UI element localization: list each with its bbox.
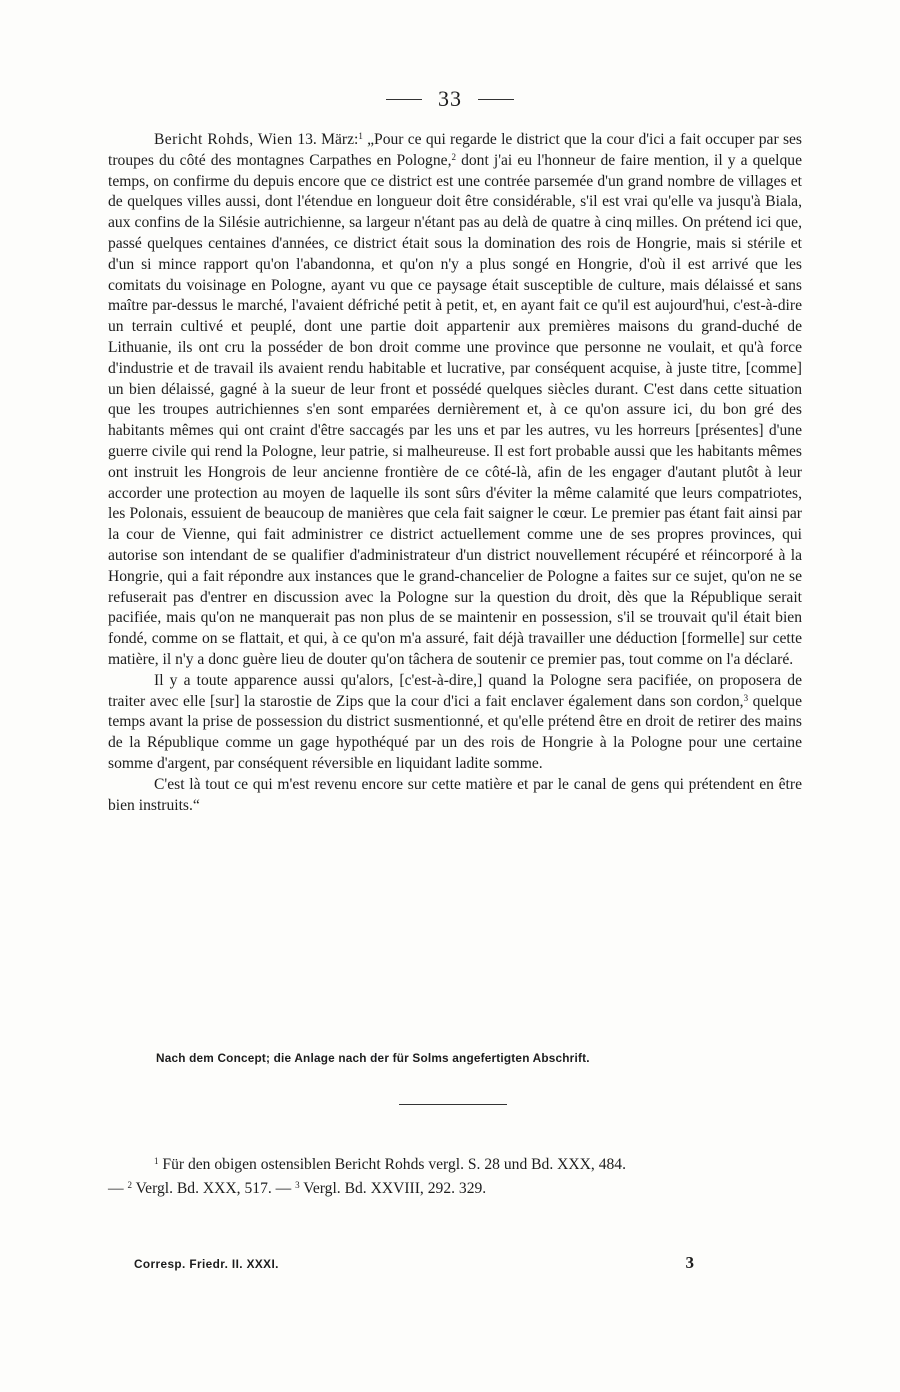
paragraph-2-text-b: quelque temps avant la prise de possession du district susmentionné, et qu'elle prétend être en droit de retirer des mains de la République comme un gage hypothéqué par un des rois de Hongrie à la Pologne pour une certaine somme d'argent, par conséquent réversible en liquidant ladite somme. xyxy=(108,692,803,772)
signature-mark: Corresp. Friedr. II. XXXI. xyxy=(134,1257,279,1271)
page-number: 33 xyxy=(438,86,462,111)
sheet-number: 3 xyxy=(685,1253,694,1272)
header-rule-right xyxy=(478,99,514,100)
footnote-ref-3: 3 xyxy=(743,692,749,703)
page-header xyxy=(0,86,900,112)
paragraph-1-text-b: dont j'ai eu l'honneur de faire mention, il y a quelque temps, on confirme du depuis encore que ce district est une contrée parsemée d'un grand nombre de villages et de quelques villes aussi, dont l'étendue en longueur doit être considérable, s'il est vrai qu'elle va jusqu'à Biala, aux confins de la Silésie autrichienne, sa largeur n'étant pas au delà de quatre à cinq milles. On prétend ici que, passé quelques centaines d'années, ce district était sous la domination des rois de Hongrie, mais si stérile et d'un si mince rapport qu'on l'abandonna, et qu'on n'y a plus songé en Hongrie, d'où il est arrivé que les comitats du voisinage en Pologne, ayant vu que ce paysage était susceptible de culture, mais délaissé et sans maître par-dessus le marché, l'avaient défriché petit à petit, et, en ayant fait ce qu'il est aujourd'hui, c'est-à-dire un terrain cultivé et peuplé, dont une partie doit appartenir aux premières maisons du grand-duché de Lithuanie, ils ont cru la posséder de bon droit comme une province que personne ne voulait, et qu'à force d'industrie et de travail ils avaient rendu habitable et lucrative, par conséquent acquise, à juste titre, [comme] un bien délaissé, gagné à la sueur de leur front et possédé quelques siècles durant. C'est dans cette situation que les troupes autrichiennes s'en sont emparées dernièrement et, à ce qu'on assure ici, du bon gré des habitants mêmes qui ont craint d'être saccagés par les uns et par les autres, vu les horreurs [présentes] d'une guerre civile qui rend la Pologne, leur patrie, si malheureuse. Il est fort probable aussi que les habitants mêmes ont instruit les Hongrois de leur ancienne frontière de ce côté-là, afin de les engager d'autant plutôt à leur accorder une protection au moyen de laquelle ils sont sûrs d'éviter la même calamité que leurs compatriotes, les Polonais, essuient de beaucoup de manières que cela fait saigner le cœur. Le premier pas étant fait ainsi par la cour de Vienne, qui fait administrer ce district actuellement comme une de ses propres provinces, qui autorise son intendant de se qualifier d'administrateur d'un district nouvellement récupéré et réincorporé à la Hongrie, qui a fait répondre aux instances que le grand-chancelier de Pologne a faites sur ce sujet, qu'on ne se refuserait pas d'entrer en discussion avec la Pologne sur la question du droit, dès que la République serait pacifiée, mais qu'on ne manquerait pas non plus de se maintenir en possession, s'il se trouvait qu'il était bien fondé, comme on se flattait, et qui, à ce qu'on m'a assuré, fait déjà travailler une déduction [formelle] sur cette matière, il n'y a donc guère lieu de douter qu'on tâchera de soutenir ce premier pas, tout comme on l'a déclaré. xyxy=(108,151,802,668)
paragraph-3-text: C'est là tout ce qui m'est revenu encore sur cette matière et par le canal de gens qui prétendent en être bien instruits.“ xyxy=(108,775,802,814)
footnote-line-2 xyxy=(108,1177,802,1201)
paragraph-1-text-a: „Pour ce qui regarde le district que la cour d'ici a fait occuper par ses troupes du côté des montagnes Carpathes en Pologne, xyxy=(108,131,802,169)
footnotes xyxy=(108,1153,802,1201)
report-intro: Bericht Rohds, Wien xyxy=(154,131,298,148)
footnote-ref-2: 2 xyxy=(451,151,456,162)
footnote-1-mark: 1 xyxy=(154,1156,159,1166)
footnote-separator xyxy=(399,1104,507,1105)
page-footer xyxy=(134,1253,694,1273)
paragraph-2 xyxy=(108,671,802,775)
footnote-ref-1: 1 xyxy=(358,131,363,141)
footnote-3-text: Vergl. Bd. XXVIII, 292. 329. xyxy=(299,1180,487,1197)
footnote-1-text: Für den obigen ostensiblen Bericht Rohds vergl. S. 28 und Bd. XXX, 484. xyxy=(158,1156,627,1173)
footnote-dash: — xyxy=(108,1180,128,1197)
footnote-3-mark: 3 xyxy=(295,1180,300,1190)
paragraph-1 xyxy=(108,130,802,671)
footnote-1 xyxy=(108,1153,802,1177)
source-note: Nach dem Concept; die Anlage nach der für Solms angefertigten Abschrift. xyxy=(156,1051,590,1065)
footnote-2-text: Vergl. Bd. XXX, 517. — xyxy=(132,1180,296,1197)
main-text xyxy=(108,130,802,816)
header-rule-left xyxy=(386,99,422,100)
paragraph-3 xyxy=(108,775,802,817)
report-date: 13. März: xyxy=(297,131,359,148)
footnote-2-mark: 2 xyxy=(127,1180,132,1190)
paragraph-2-text-a: Il y a toute apparence aussi qu'alors, [c'est-à-dire,] quand la Pologne sera pacifiée, on proposera de traiter avec elle [sur] la starostie de Zips que la cour d'ici a fait enclaver également dans son cordon, xyxy=(108,671,802,710)
